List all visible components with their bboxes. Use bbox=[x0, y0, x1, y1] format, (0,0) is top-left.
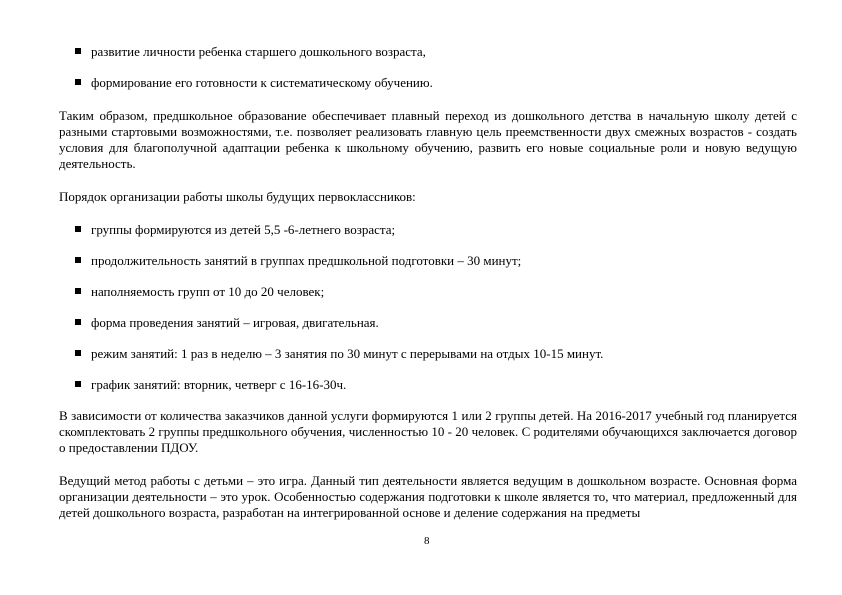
square-bullet-icon bbox=[75, 381, 81, 387]
square-bullet-icon bbox=[75, 319, 81, 325]
paragraph-method: Ведущий метод работы с детьми – это игра. Данный тип деятельности является ведущим в дошкольном возрасте. Основная форма организации деятельности – это урок. Особенностью содержания подготовки к школе является то, что материал, предложенный для детей дошкольного возраста, разработан на интегрированной основе и деление содержания на предметы bbox=[59, 473, 797, 520]
square-bullet-icon bbox=[75, 288, 81, 294]
square-bullet-icon bbox=[75, 79, 81, 85]
page-number: 8 bbox=[424, 535, 430, 547]
paragraph-groups: В зависимости от количества заказчиков данной услуги формируются 1 или 2 группы детей. На 2016-2017 учебный год планируется скомплектовать 2 группы предшкольного обучения, численностью 10 - 20 человек. С родителями обучающихся заключается договор о предоставлении ПДОУ. bbox=[59, 408, 797, 455]
list-item: формирование его готовности к систематическому обучению. bbox=[75, 75, 433, 91]
list-item: группы формируются из детей 5,5 -6-летнего возраста; bbox=[75, 222, 395, 238]
square-bullet-icon bbox=[75, 226, 81, 232]
list-item: наполняемость групп от 10 до 20 человек; bbox=[75, 284, 324, 300]
square-bullet-icon bbox=[75, 257, 81, 263]
section-heading: Порядок организации работы школы будущих первоклассников: bbox=[59, 189, 416, 204]
square-bullet-icon bbox=[75, 350, 81, 356]
square-bullet-icon bbox=[75, 48, 81, 54]
list-item: продолжительность занятий в группах предшкольной подготовки – 30 минут; bbox=[75, 253, 521, 269]
list-item: форма проведения занятий – игровая, двигательная. bbox=[75, 315, 379, 331]
paragraph-summary: Таким образом, предшкольное образование обеспечивает плавный переход из дошкольного детства в начальную школу детей с разными стартовыми возможностями, т.е. позволяет реализовать главную цель преемственности двух смежных возрастов - создать условия для благополучной адаптации ребенка к школьному обучению, развить его новые социальные роли и новую ведущую деятельность. bbox=[59, 108, 797, 171]
list-item: развитие личности ребенка старшего дошкольного возраста, bbox=[75, 44, 426, 60]
list-item: график занятий: вторник, четверг с 16-16-30ч. bbox=[75, 377, 346, 393]
list-item: режим занятий: 1 раз в неделю – 3 занятия по 30 минут с перерывами на отдых 10-15 минут. bbox=[75, 346, 603, 362]
